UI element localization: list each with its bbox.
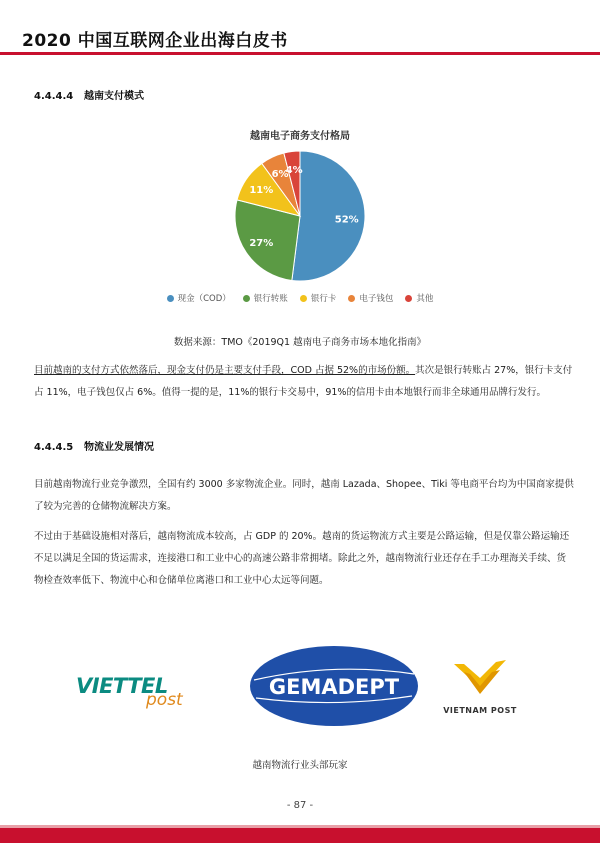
vietnam-post-logo-text: VIETNAM POST — [443, 706, 517, 715]
pie-slice-label: 11% — [249, 185, 274, 197]
pie-slice-label: 27% — [249, 237, 274, 249]
header-divider — [0, 52, 600, 55]
payment-paragraph — [34, 360, 574, 404]
legend-item — [405, 292, 433, 304]
chart-legend — [0, 292, 600, 304]
legend-label: 现金（COD） — [177, 294, 231, 304]
pie-slice-label: 4% — [285, 165, 303, 177]
legend-label: 银行转账 — [253, 294, 288, 304]
legend-item — [243, 292, 288, 304]
logistics-logos — [70, 640, 530, 732]
legend-swatch — [348, 295, 355, 302]
viettel-logo-text: VIETTEL — [76, 674, 168, 698]
payment-paragraph-rest: 其次是银行转账占 27%，银行卡支付占 11%，电子钱包仅占 6%。值得一提的是，11%的银行卡交易中，91%的信用卡由本地银行而非全球通用品牌行发行。 — [34, 365, 573, 398]
viettel-post-logo — [76, 674, 226, 710]
vietnam-post-emblem-icon — [450, 658, 510, 700]
vietnam-post-logo — [430, 658, 530, 715]
logistics-paragraph-1: 目前越南物流行业竞争激烈，全国有约 3000 多家物流企业。同时，越南 Lazada、Shopee、Tiki 等电商平台均为中国商家提供了较为完善的仓储物流解决方案。 — [34, 479, 574, 512]
section-heading-logistics — [34, 438, 154, 453]
legend-swatch — [167, 295, 174, 302]
legend-label: 其他 — [416, 294, 434, 304]
chart-source-caption: 数据来源：TMO《2019Q1 越南电子商务市场本地化指南》 — [173, 337, 427, 348]
legend-swatch — [300, 295, 307, 302]
legend-item — [167, 292, 231, 304]
section-title: 越南支付模式 — [84, 91, 144, 102]
section-number: 4.4.4.4 — [34, 91, 74, 102]
pie-slice-label: 52% — [334, 214, 359, 226]
chart-title: 越南电子商务支付格局 — [250, 131, 350, 142]
payment-pie-chart — [200, 140, 400, 285]
payment-paragraph-underlined: 目前越南的支付方式依然落后，现金支付仍是主要支付手段，COD 占据 52%的市场份额。 — [34, 365, 416, 376]
logistics-paragraph-2: 不过由于基础设施相对落后，越南物流成本较高，占 GDP 的 20%。越南的货运物流方式主要是公路运输，但是仅靠公路运输还不足以满足全国的货运需求，连接港口和工业中心的高速公路非常拥堵。除此之外，越南物流行业还存在手工办理海关手续、货物检查效率低下、物流中心和仓储单位离港口和工业中心太远等问题。 — [34, 531, 570, 586]
legend-label: 电子钱包 — [359, 294, 394, 304]
section-title: 物流业发展情况 — [84, 442, 154, 453]
legend-swatch — [243, 295, 250, 302]
legend-label: 银行卡 — [310, 294, 337, 304]
viettel-logo-post-text: post — [146, 690, 183, 710]
pie-slice-label: 6% — [271, 169, 289, 181]
legend-item — [300, 292, 337, 304]
gemadept-logo — [248, 644, 420, 728]
logos-caption: 越南物流行业头部玩家 — [252, 760, 348, 771]
document-header-title: 2020 中国互联网企业出海白皮书 — [22, 31, 288, 51]
section-number: 4.4.4.5 — [34, 442, 74, 453]
page-number: - 87 - — [286, 800, 314, 811]
legend-swatch — [405, 295, 412, 302]
legend-item — [348, 292, 393, 304]
gemadept-logo-text: GEMADEPT — [268, 675, 400, 699]
section-heading-payment — [34, 87, 144, 102]
footer-divider — [0, 828, 600, 843]
